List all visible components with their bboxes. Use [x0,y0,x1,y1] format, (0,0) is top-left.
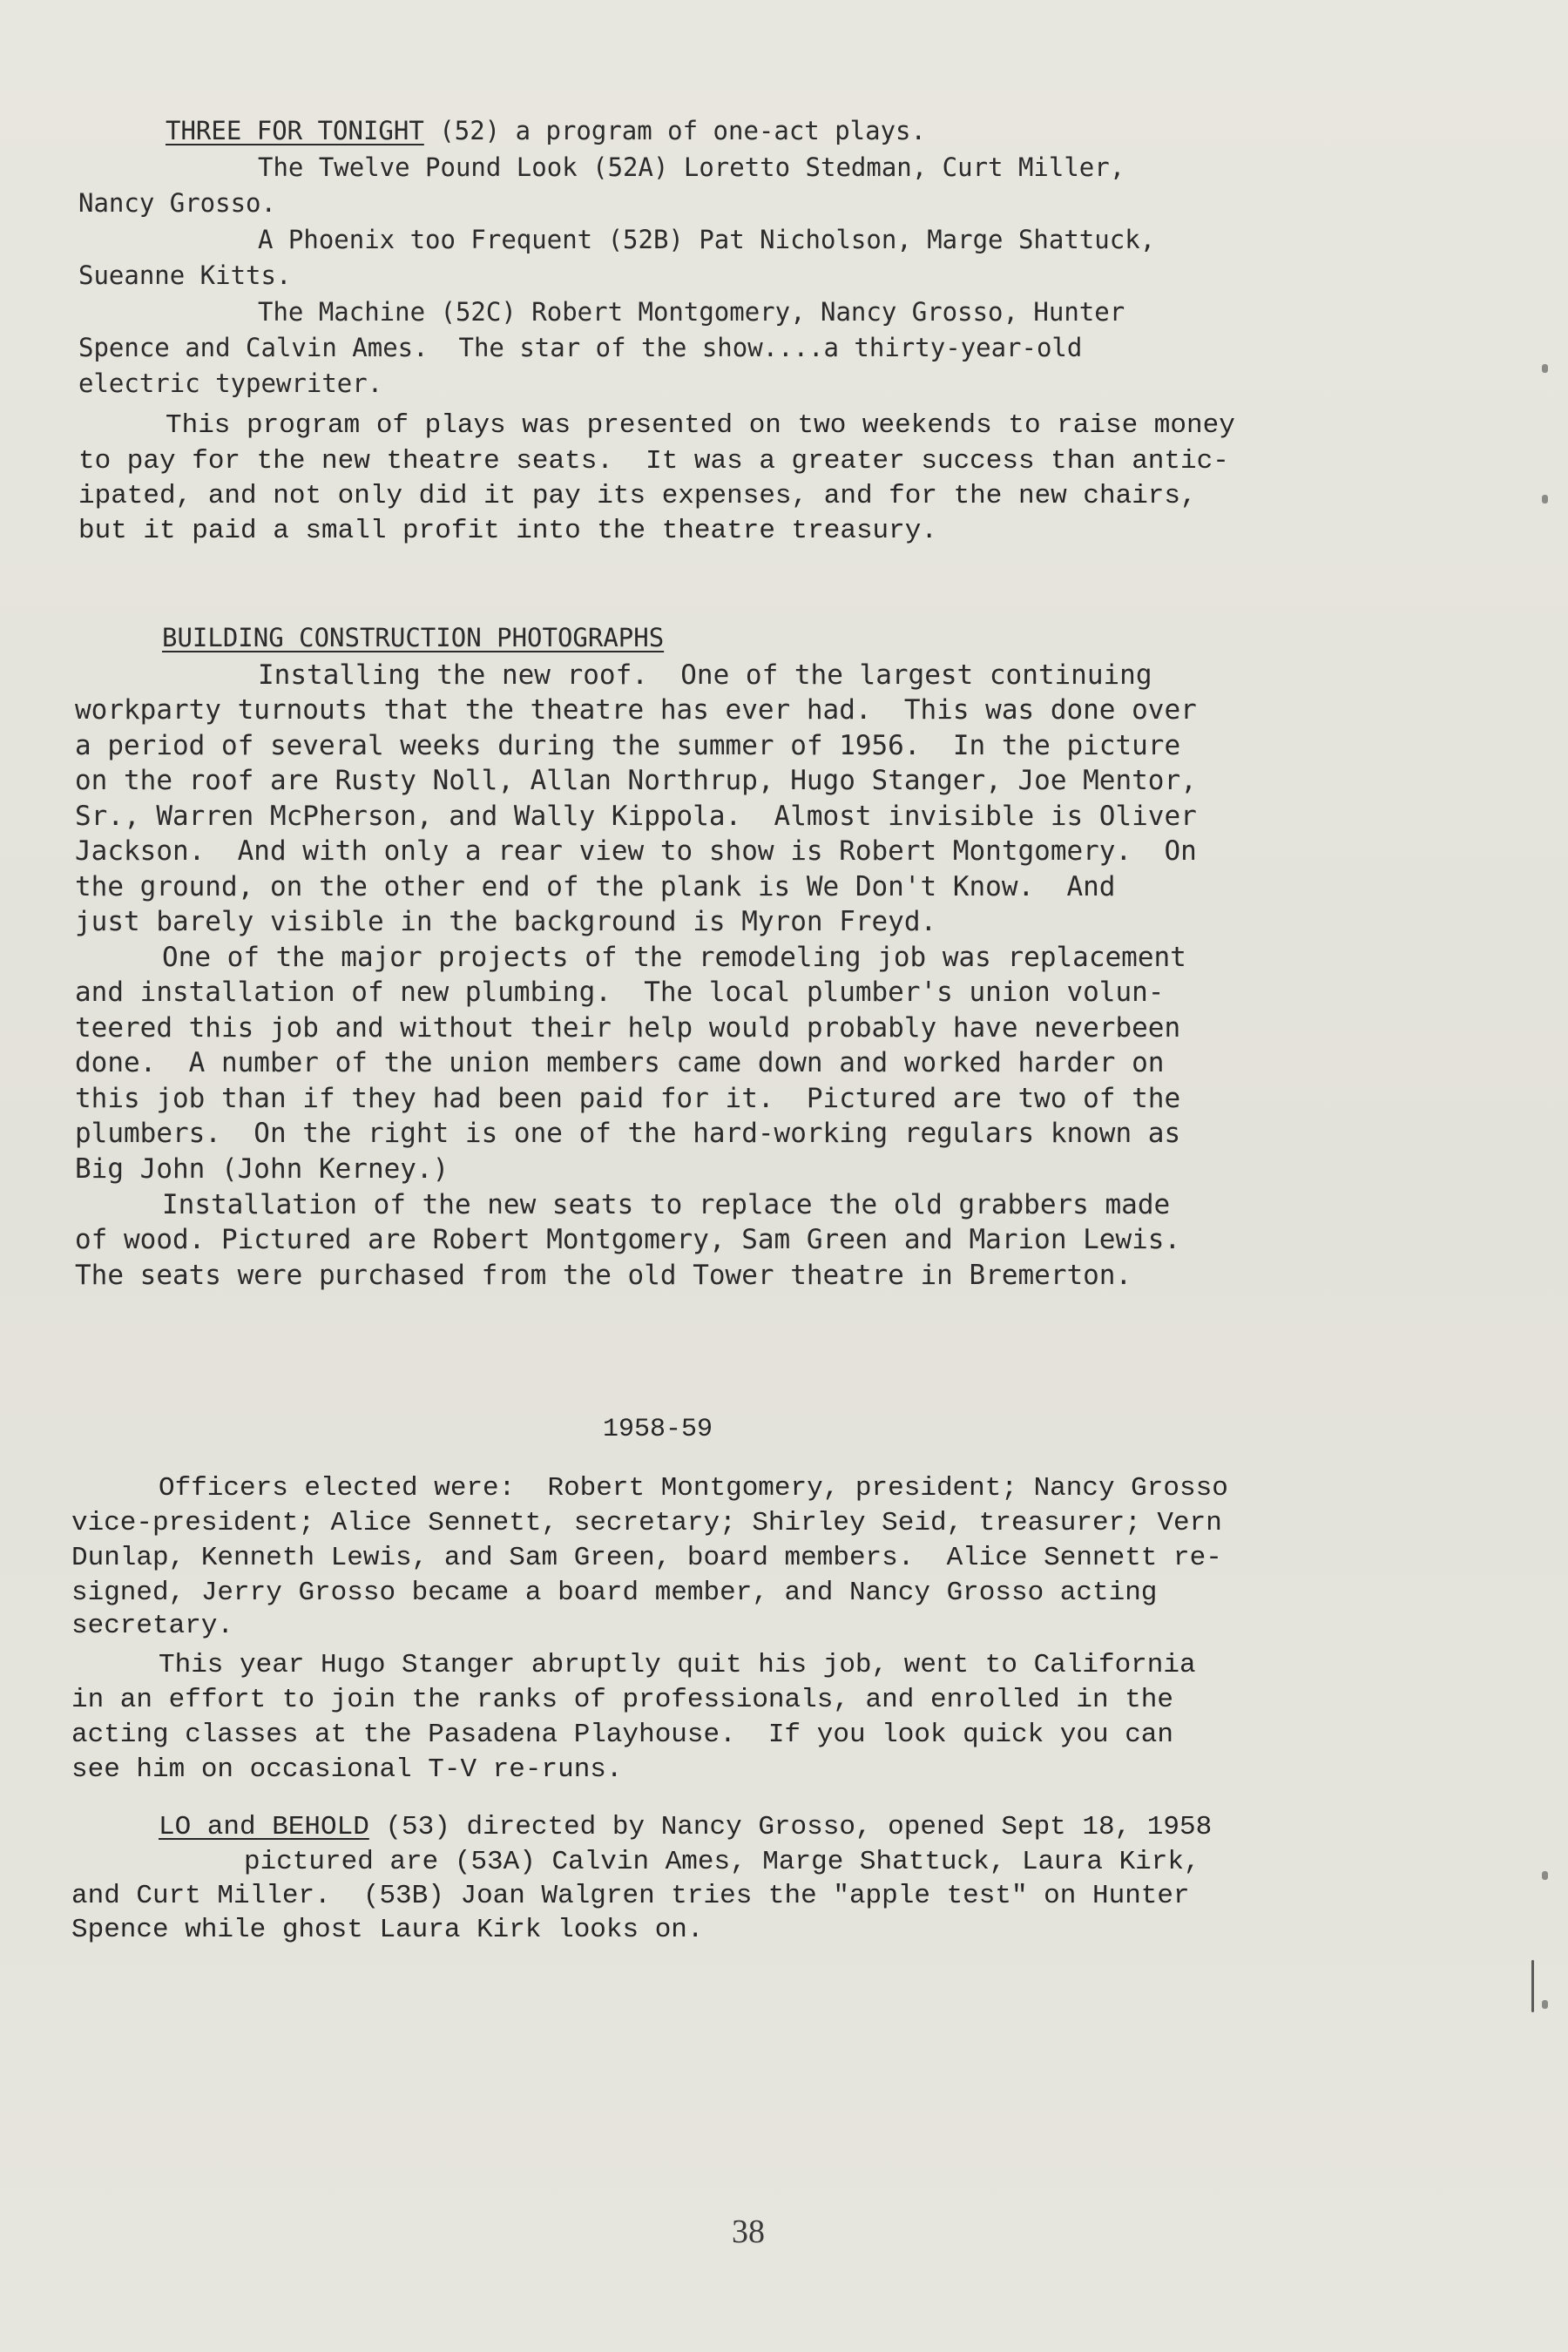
text-line: workparty turnouts that the theatre has ever had. This was done over [75,694,1197,726]
binding-hole-mark [1542,364,1548,373]
text-line: This program of plays was presented on two weekends to raise money [166,410,1235,441]
text-line: see him on occasional T-V re-runs. [71,1754,623,1785]
text-line: acting classes at the Pasadena Playhouse. If you look quick you can [71,1720,1174,1750]
text-line: Installation of the new seats to replace the old grabbers made [162,1189,1171,1220]
text-line: ipated, and not only did it pay its expenses, and for the new chairs, [78,481,1197,511]
binding-edge-mark [1531,1960,1534,2012]
text-line: secretary. [71,1611,234,1641]
text-line: Dunlap, Kenneth Lewis, and Sam Green, board members. Alice Sennett re- [71,1543,1222,1573]
text-line: and installation of new plumbing. The local plumber's union volun- [75,977,1165,1008]
text-line: just barely visible in the background is Myron Freyd. [75,906,937,937]
page-number: 38 [732,2213,765,2250]
text-line: of wood. Pictured are Robert Montgomery, Sam Green and Marion Lewis. [75,1224,1181,1255]
text-line: A Phoenix too Frequent (52B) Pat Nicholson, Marge Shattuck, [258,225,1156,254]
text-line: teered this job and without their help would probably have neverbeen [75,1012,1181,1044]
text-line: The Machine (52C) Robert Montgomery, Nancy Grosso, Hunter [258,297,1125,327]
section-heading-line: LO and BEHOLD (53) directed by Nancy Grosso, opened Sept 18, 1958 [159,1812,1213,1842]
text-line: Spence while ghost Laura Kirk looks on. [71,1915,704,1945]
text-line: vice-president; Alice Sennett, secretary; Shirley Seid, treasurer; Vern [71,1508,1222,1538]
text-line: Sueanne Kitts. [78,260,292,290]
text-line: Officers elected were: Robert Montgomery, president; Nancy Grosso [159,1473,1228,1504]
text-line: and Curt Miller. (53B) Joan Walgren tries the "apple test" on Hunter [71,1881,1190,1911]
year-heading: 1958-59 [603,1415,713,1444]
text-line: This year Hugo Stanger abruptly quit his job, went to California [159,1650,1196,1680]
text-line: done. A number of the union members came down and worked harder on [75,1047,1165,1078]
text-line: Spence and Calvin Ames. The star of the show....a thirty-year-old [78,333,1083,362]
text-line: to pay for the new theatre seats. It was a greater success than antic- [78,446,1229,476]
text-line: a period of several weeks during the summer of 1956. In the picture [75,730,1181,761]
text-line: the ground, on the other end of the plank is We Don't Know. And [75,871,1116,902]
text-line: The seats were purchased from the old Tower theatre in Bremerton. [75,1260,1132,1291]
text-line: The Twelve Pound Look (52A) Loretto Stedman, Curt Miller, [258,152,1125,182]
text-line: this job than if they had been paid for it. Pictured are two of the [75,1083,1181,1114]
text-line: plumbers. On the right is one of the hard-working regulars known as [75,1118,1181,1149]
text-line: on the roof are Rusty Noll, Allan Northrup, Hugo Stanger, Joe Mentor, [75,765,1197,796]
section-heading-line: THREE FOR TONIGHT (52) a program of one-act plays. [166,116,926,145]
binding-hole-mark [1542,2000,1548,2009]
text-line: Big John (John Kerney.) [75,1153,449,1185]
text-line: pictured are (53A) Calvin Ames, Marge Shattuck, Laura Kirk, [244,1847,1200,1877]
text-line: One of the major projects of the remodeling job was replacement [162,942,1186,973]
text-line: Installing the new roof. One of the largest continuing [258,659,1152,691]
text-line: Jackson. And with only a rear view to show is Robert Montgomery. On [75,835,1197,867]
text-line: Sr., Warren McPherson, and Wally Kippola. Almost invisible is Oliver [75,801,1197,832]
binding-hole-mark [1542,495,1548,504]
section-title: LO and BEHOLD [159,1812,369,1842]
text-line: but it paid a small profit into the theatre treasury. [78,516,937,546]
section-title: BUILDING CONSTRUCTION PHOTOGRAPHS [162,623,665,652]
text-line: Nancy Grosso. [78,188,276,218]
text-line: signed, Jerry Grosso became a board member, and Nancy Grosso acting [71,1578,1158,1608]
binding-hole-mark [1542,1871,1548,1880]
section-title: THREE FOR TONIGHT [166,116,424,145]
text-line: electric typewriter. [78,368,383,398]
text-line: in an effort to join the ranks of professionals, and enrolled in the [71,1685,1174,1715]
section-heading-line [162,620,664,655]
